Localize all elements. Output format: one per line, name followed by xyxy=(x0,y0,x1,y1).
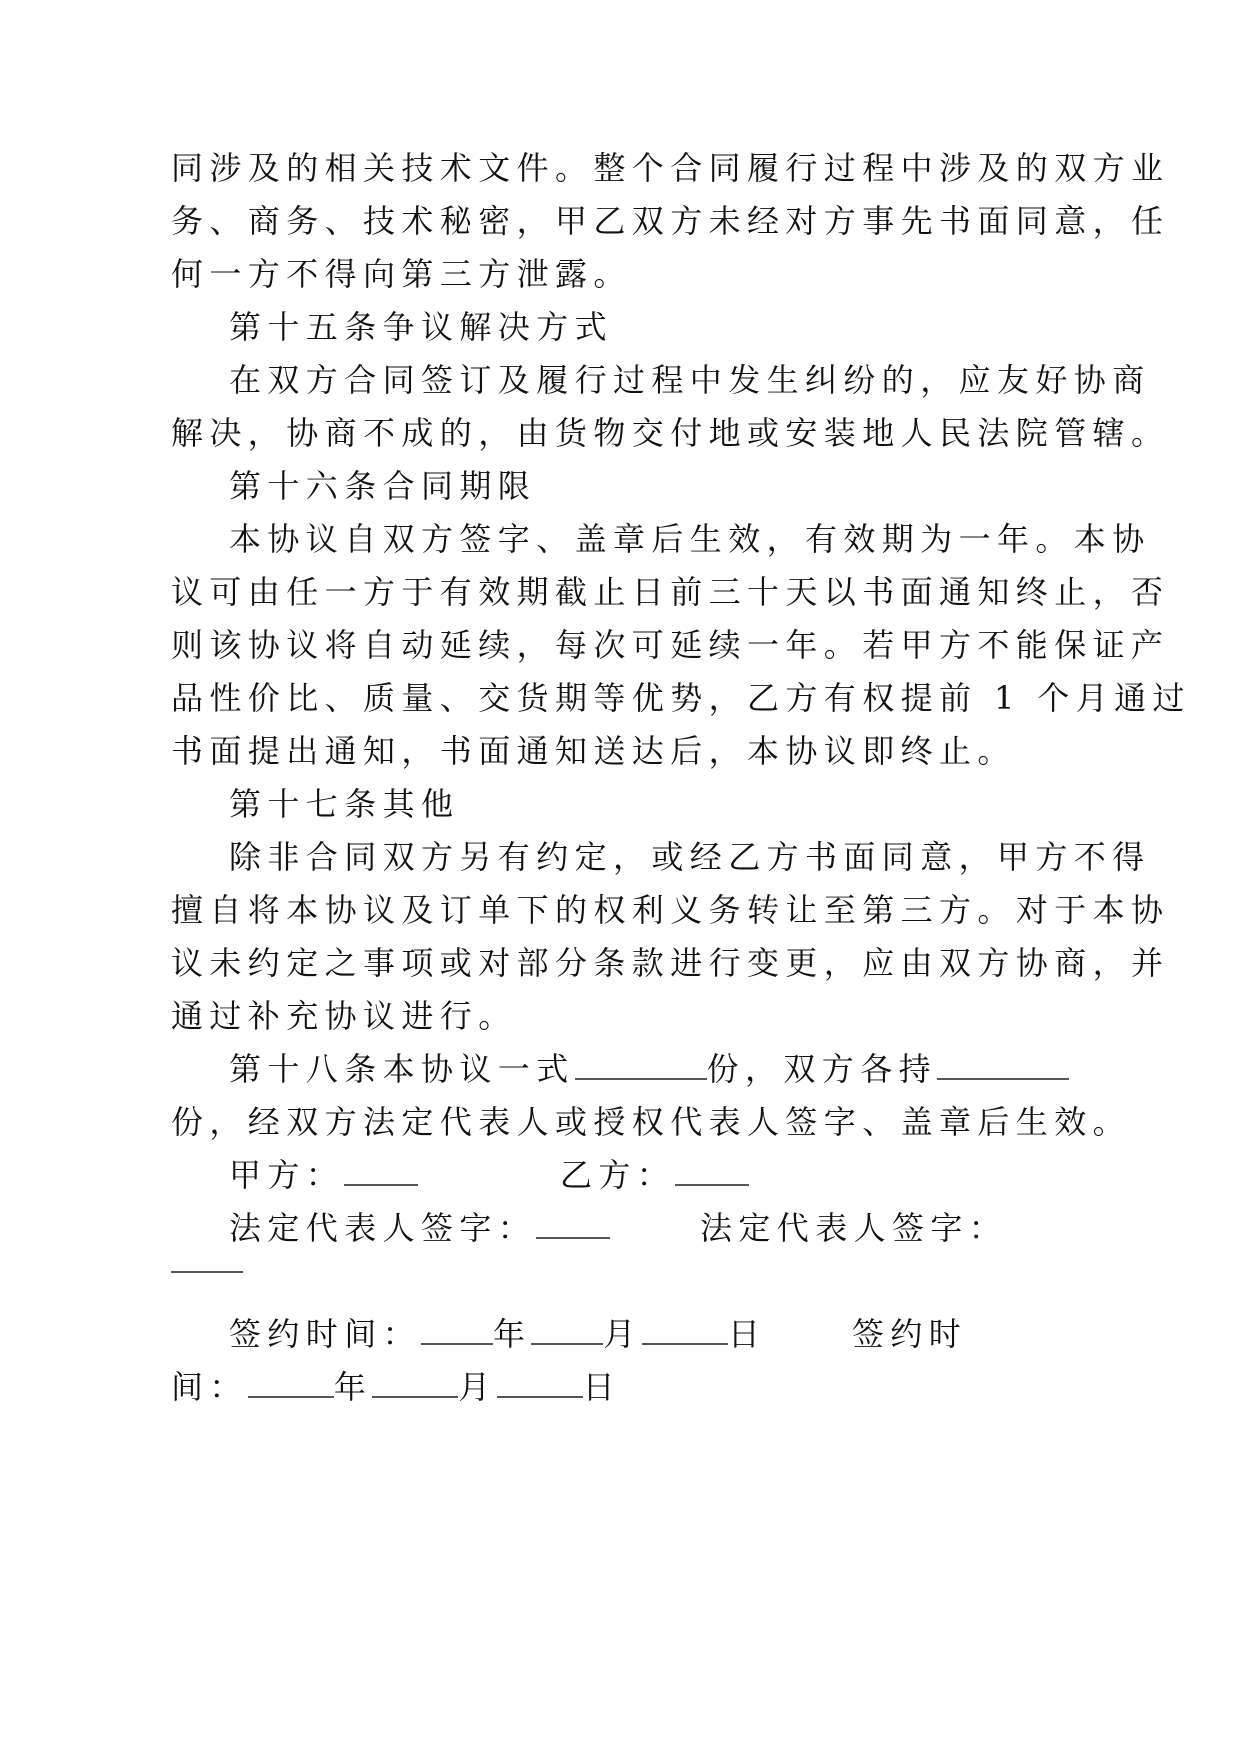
sign-time-a-label: 签约时间： xyxy=(229,1315,422,1353)
sign-b-year-blank[interactable] xyxy=(248,1368,334,1398)
sign-b-day-blank[interactable] xyxy=(497,1368,583,1398)
body-line: 在双方合同签订及履行过程中发生纠纷的，应友好协商 xyxy=(229,361,1151,399)
copies-total-blank[interactable] xyxy=(575,1050,707,1080)
sign-a-month-unit: 月 xyxy=(603,1315,642,1353)
sign-time-b-label-2: 间： xyxy=(171,1368,248,1406)
party-b-line xyxy=(560,1155,749,1195)
body-line: 同涉及的相关技术文件。整个合同履行过程中涉及的双方业 xyxy=(171,149,1170,187)
body-line: 本协议自双方签字、盖章后生效，有效期为一年。本协 xyxy=(229,520,1151,558)
sign-a-day-blank[interactable] xyxy=(642,1315,728,1345)
sign-b-month-unit: 月 xyxy=(458,1368,497,1406)
copies-each-blank[interactable] xyxy=(937,1050,1069,1080)
clause-18-text-b: 份，双方各持 xyxy=(706,1050,938,1088)
clause-heading: 第十七条其他 xyxy=(229,785,460,823)
body-line: 务、商务、技术秘密，甲乙双方未经对方事先书面同意，任 xyxy=(171,202,1170,240)
clause-18-text-a: 第十八条本协议一式 xyxy=(229,1050,575,1088)
clause-heading: 第十五条争议解决方式 xyxy=(229,308,614,346)
body-line: 书面提出通知，书面通知送达后，本协议即终止。 xyxy=(171,732,1016,770)
rep-b-blank[interactable] xyxy=(171,1271,243,1273)
body-line: 通过补充协议进行。 xyxy=(171,997,517,1035)
body-line: 除非合同双方另有约定，或经乙方书面同意，甲方不得 xyxy=(229,838,1151,876)
body-line: 解决，协商不成的，由货物交付地或安装地人民法院管辖。 xyxy=(171,414,1170,452)
party-a-blank[interactable] xyxy=(344,1156,418,1186)
rep-a-line xyxy=(229,1208,610,1248)
party-a-line xyxy=(229,1155,418,1195)
body-line: 则该协议将自动延续，每次可延续一年。若甲方不能保证产 xyxy=(171,626,1170,664)
rep-a-blank[interactable] xyxy=(536,1209,610,1239)
party-a-label: 甲方： xyxy=(229,1156,345,1194)
sign-b-day-unit: 日 xyxy=(582,1368,622,1406)
body-line: 何一方不得向第三方泄露。 xyxy=(171,255,632,293)
body-line: 擅自将本协议及订单下的权利义务转让至第三方。对于本协 xyxy=(171,891,1170,929)
sign-b-month-blank[interactable] xyxy=(372,1368,458,1398)
sign-time-b-line xyxy=(171,1367,621,1407)
clause-18-line xyxy=(229,1049,1069,1089)
sign-a-day-unit: 日 xyxy=(727,1315,767,1353)
sign-a-year-unit: 年 xyxy=(493,1315,532,1353)
sign-a-month-blank[interactable] xyxy=(531,1315,603,1345)
body-line: 份，经双方法定代表人或授权代表人签字、盖章后生效。 xyxy=(171,1103,1132,1141)
sign-a-year-blank[interactable] xyxy=(421,1315,493,1345)
body-line: 议未约定之事项或对部分条款进行变更，应由双方协商，并 xyxy=(171,944,1170,982)
clause-heading: 第十六条合同期限 xyxy=(229,467,537,505)
rep-a-label: 法定代表人签字： xyxy=(229,1209,537,1247)
sign-b-year-unit: 年 xyxy=(333,1368,373,1406)
sign-time-a-line xyxy=(229,1314,766,1354)
party-b-label: 乙方： xyxy=(560,1156,676,1194)
body-line: 品性价比、质量、交货期等优势，乙方有权提前 1 个月通过 xyxy=(171,679,1191,717)
rep-b-label: 法定代表人签字： xyxy=(700,1209,1008,1247)
party-b-blank[interactable] xyxy=(675,1156,749,1186)
body-line: 议可由任一方于有效期截止日前三十天以书面通知终止，否 xyxy=(171,573,1170,611)
sign-time-b-label-1: 签约时 xyxy=(852,1315,968,1353)
